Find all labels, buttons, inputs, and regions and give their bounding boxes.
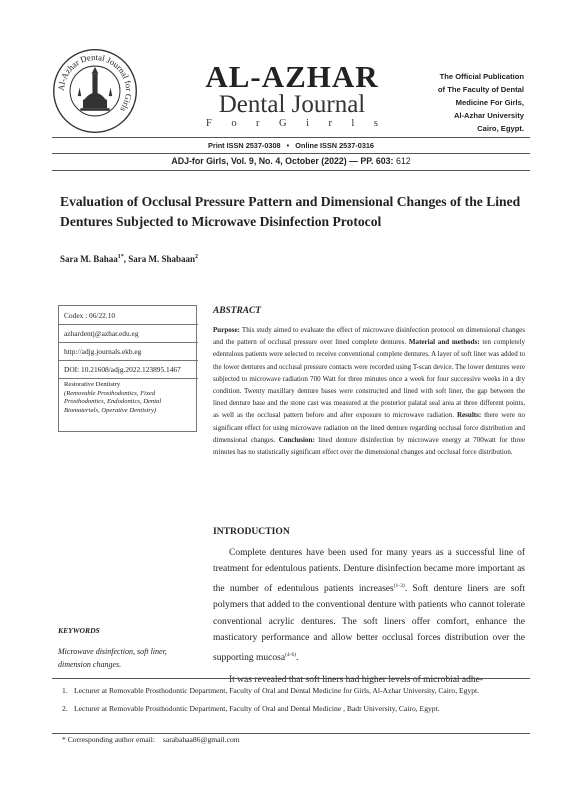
footnote-text: Lecturer at Removable Prosthodontic Department, Faculty of Oral and Dental Medicine for Girls, Al-Azhar University, Cairo, Egypt. [74, 686, 480, 695]
codex-label: Codex : 06/22.10 [59, 306, 198, 325]
abstract-results-text: there were no significant effect for using microwave radiation on the lined denture regarding occlusal force distribution and dimensional changes. [213, 411, 526, 444]
issn-line: Print ISSN 2537-0308 • Online ISSN 2537-0316 [207, 141, 374, 150]
citation-line [52, 156, 530, 166]
citation-text: ADJ-for Girls, Vol. 9, No. 4, October (2022) — PP. 603: [171, 156, 394, 166]
abstract-results-label: Results: [456, 411, 482, 420]
subject-category [64, 381, 194, 415]
doi-link[interactable]: DOI: 10.21608/adjg.2022.123895.1467 [59, 361, 198, 379]
divider [52, 170, 530, 171]
publication-info-line: of The Faculty of Dental [437, 85, 524, 94]
footnote [62, 684, 522, 697]
tagline-letter: F [206, 118, 212, 129]
publication-info-line: Al-Azhar University [453, 111, 524, 120]
abstract-methods-label: Material and methods: [408, 338, 480, 347]
divider [52, 733, 530, 734]
tagline-letter: o [231, 118, 237, 129]
publication-info-line: Cairo, Egypt. [477, 124, 524, 133]
intro-text: . [296, 652, 299, 663]
citation-pages: 612 [395, 156, 411, 166]
intro-text: . Soft denture liners are soft polymers that added to the conventional denture with patients who cannot tolerate conventional acrylic dentures. The soft liners offer comfort, enhance the masticatory performance and allow better occlusal forces distribution over the supporting mucosa [213, 583, 525, 663]
introduction-paragraph [213, 545, 525, 666]
author-name: Sara M. Bahaa [60, 254, 118, 264]
abstract-methods-text: ten completely edentulous patients were selected to receive conventional complete dentures. A layer of soft liner was added to the lower dentures and occlusal pressure contacts were recorded using T-scan device. The lower dentures were subjected to microwave radiation 700 Watt for three minutes once a week for four successive weeks in a dry condition. Twenty maxillary denture bases were constructed and lined with soft liner, the gap between the lined denture base and the stone cast was measured at the posterior palatal seal area at three different points, as well as the occlusal pattern before and after exposure to microwave radiation. [213, 338, 525, 420]
journal-email[interactable]: azhardentj@azhar.edu.eg [59, 325, 198, 343]
footnote-number: 1. [62, 686, 68, 695]
publication-info-line: Medicine For Girls, [455, 98, 524, 107]
svg-text:Al-Azhar Dental Journal for Gi: Al-Azhar Dental Journal for Girls [55, 51, 134, 114]
tagline-letter: r [328, 118, 332, 129]
corresponding-email[interactable]: sarabahaa86@gmail.com [162, 735, 240, 744]
journal-tagline [206, 118, 378, 129]
tagline-letter: i [306, 118, 309, 129]
tagline-letter: r [256, 118, 260, 129]
author-affiliation-mark: 1* [117, 254, 124, 260]
footnotes [62, 684, 522, 720]
author-affiliation-mark: 2 [195, 254, 199, 260]
introduction-body [213, 545, 525, 689]
category-subfields: (Removable Prosthodontics, Fixed Prosthodontics, Endodontics, Dental Biomaterials, Operative Dentistry) [64, 389, 162, 414]
citation-reference: (1-3) [393, 582, 405, 589]
divider [52, 678, 530, 679]
journal-seal-logo [52, 48, 138, 134]
divider [52, 153, 530, 154]
corresponding-label: * Corresponding author email: [62, 735, 156, 744]
abstract-conclusion-text: lined denture disinfection by microwave energy at 700watt for three minutes has no statistically significant effect over the dimensional changes and occlusal force distribution. [213, 435, 526, 457]
corresponding-author [62, 735, 240, 744]
abstract-heading: ABSTRACT [213, 306, 261, 316]
keywords-heading: KEYWORDS [58, 626, 100, 635]
footnote [62, 702, 522, 715]
publication-info-line: The Official Publication [439, 72, 524, 81]
journal-website-link[interactable]: http://adjg.journals.ekb.eg [59, 343, 198, 361]
publication-info [420, 70, 524, 135]
tagline-letter: s [373, 118, 378, 129]
intro-text: Complete dentures have been used for many years as a successful line of treatment for edentulous patients. Denture disinfection became more important as the number of edentulous patients increases [213, 548, 525, 594]
tagline-letter: G [279, 118, 287, 129]
category-label: Restorative Dentistry [64, 381, 121, 388]
introduction-heading: INTRODUCTION [213, 526, 290, 537]
article-title: Evaluation of Occlusal Pressure Pattern and Dimensional Changes of the Lined Dentures Subjected to Microwave Disinfection Protocol [60, 194, 521, 229]
journal-subtitle: Dental Journal [218, 91, 366, 118]
citation-reference: (4-6) [285, 651, 297, 658]
author-name: Sara M. Shabaan [128, 254, 196, 264]
keywords-list: Microwave disinfection, soft liner, dimension changes. [58, 647, 167, 669]
article-info-box [58, 305, 197, 432]
footnote-text: Lecturer at Removable Prosthodontic Department, Faculty of Oral and Dental Medicine , Badr University, Cairo, Egypt. [74, 704, 440, 713]
introduction-paragraph: It was revealed that soft liners had higher levels of microbial adhe- [229, 675, 484, 686]
divider [52, 137, 530, 138]
abstract-body [213, 324, 525, 458]
author-separator: , [123, 254, 129, 264]
tagline-letter: l [351, 118, 355, 129]
footnote-number: 2. [62, 704, 68, 713]
abstract-purpose-label: Purpose: [213, 326, 241, 334]
author-list [60, 254, 360, 264]
journal-title: AL-AZHAR [205, 59, 379, 94]
abstract-purpose-text: This study aimed to evaluate the effect of microwave disinfection protocol on dimensional changes and the pattern of occlusal pressure over lined complete dentures. [213, 326, 525, 347]
abstract-conclusion-label: Conclusion: [278, 435, 315, 444]
